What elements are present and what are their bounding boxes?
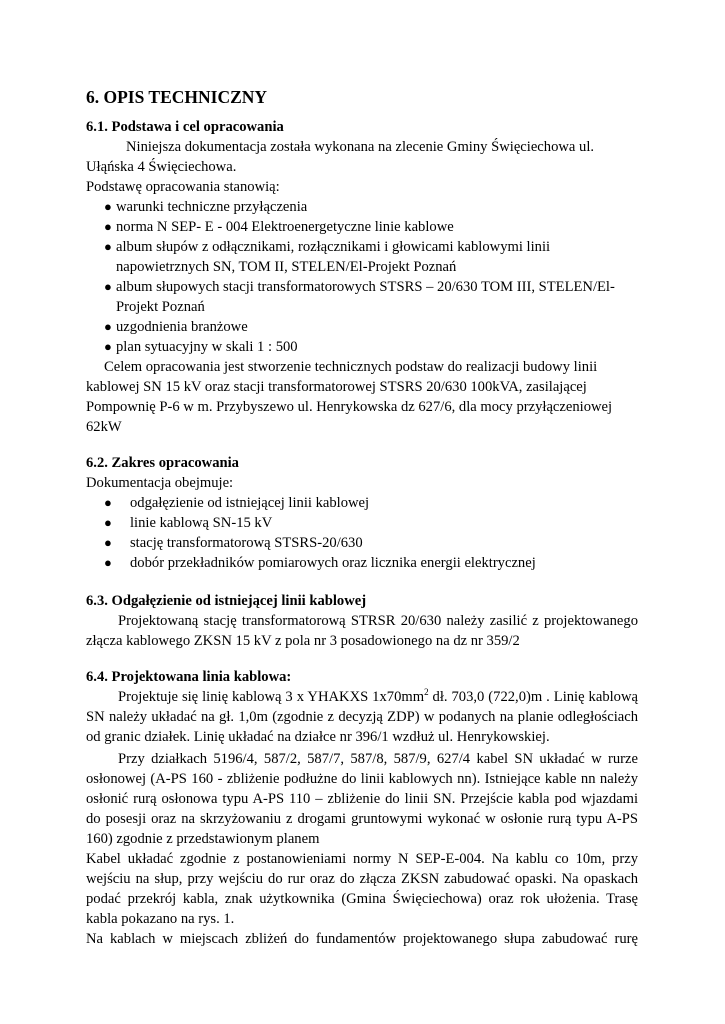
bullet-icon: ● [104, 495, 112, 510]
laying-line: Kabel układać zgodnie z postanowieniami normy N SEP-E-004. Na kablu co 10m, przy [86, 851, 638, 867]
purpose-line: Celem opracowania jest stworzenie technicznych podstaw do realizacji budowy linii [104, 359, 598, 375]
conduit-line: do posesji oraz na skrzyżowaniu z drogami gruntowymi wykonać w osłonie rurą typu A-PS [86, 811, 638, 827]
cable-line: Projektuje się linię kablową 3 x YHAKXS $1x70mm^2$ dł. 703,0 (722,0)m . Linię kablową [118, 687, 638, 705]
branch-line: złącza kablowego ZKSN 15 kV z pola nr 3 posadowionego na dz nr 359/2 [86, 633, 520, 649]
conduit-line: Przy działkach 5196/4, 587/2, 587/7, 587/8, 587/9, 627/4 kabel SN układać w rurze [118, 751, 638, 767]
bullet-icon: ● [104, 219, 112, 234]
bullet-icon: ● [104, 319, 112, 334]
bullet-icon: ● [104, 199, 112, 214]
scope-item: dobór przekładników pomiarowych oraz licznika energii elektrycznej [130, 555, 536, 571]
basis-item-cont: Projekt Poznań [116, 299, 205, 315]
purpose-line: Pompownię P-6 w m. Przybyszewo ul. Henrykowska dz 627/6, dla mocy przyłączeniowej [86, 399, 613, 415]
scope-item: linie kablową SN-15 kV [130, 515, 273, 531]
basis-item: uzgodnienia branżowe [116, 319, 248, 335]
foundation-line: Na kablach w miejscach zbliżeń do fundamentów projektowanego słupa zabudować rurę [86, 931, 638, 947]
bullet-icon: ● [104, 535, 112, 550]
cable-line: SN należy układać na gł. 1,0m (zgodnie z decyzją ZDP) w podanych na planie odległościach [86, 709, 638, 725]
conduit-line: osłonić rurą osłonowa typu A-PS 110 – zbliżenie do linii SN. Przejście kabla pod wjazdami [86, 791, 638, 807]
scope-intro: Dokumentacja obejmuje: [86, 475, 234, 491]
bullet-icon: ● [104, 239, 112, 254]
basis-item-cont: napowietrznych SN, TOM II, STELEN/El-Projekt Poznań [116, 259, 457, 275]
heading-6-1: 6.1. Podstawa i cel opracowania [86, 119, 284, 135]
cable-line: od granic działek. Linię układać na działce nr 396/1 wzdłuż ul. Henrykowskiej. [86, 729, 550, 745]
intro-line: Ułąńska 4 Święciechowa. [86, 159, 237, 175]
section-title: 6. OPIS TECHNICZNY [86, 87, 268, 107]
bullet-icon: ● [104, 339, 112, 354]
bullet-icon: ● [104, 279, 112, 294]
scope-item: stację transformatorową STSRS-20/630 [130, 535, 363, 551]
branch-line: Projektowaną stację transformatorową STRSR 20/630 należy zasilić z projektowanego [118, 613, 638, 629]
laying-line: kabla pokazano na rys. 1. [86, 911, 235, 927]
conduit-line: osłonowej (A-PS 160 - zbliżenie podłużne do linii kablowych nn). Istniejące kable nn należy [86, 771, 638, 787]
basis-item: album słupowych stacji transformatorowych STSRS – 20/630 TOM III, STELEN/El- [116, 279, 615, 295]
basis-label: Podstawę opracowania stanowią: [86, 179, 280, 195]
basis-item: norma N SEP- E - 004 Elektroenergetyczne linie kablowe [116, 219, 454, 235]
bullet-icon: ● [104, 515, 112, 530]
basis-item: warunki techniczne przyłączenia [116, 199, 308, 215]
purpose-line: kablowej SN 15 kV oraz stacji transformatorowej STSRS 20/630 100kVA, zasilającej [86, 379, 587, 395]
laying-line: podać przekrój kabla, znak użytkownika (Gmina Święciechowa) oraz rok ułożenia. Trasę [86, 891, 638, 907]
heading-6-3: 6.3. Odgałęzienie od istniejącej linii kablowej [86, 593, 367, 609]
heading-6-4: 6.4. Projektowana linia kablowa: [86, 669, 292, 685]
basis-item: album słupów z odłącznikami, rozłącznikami i głowicami kablowymi linii [116, 239, 551, 255]
laying-line: wejściu na słup, przy wejściu do rur oraz do złącza ZKSN zabudować opaski. Na opaskach [86, 871, 638, 887]
bullet-icon: ● [104, 555, 112, 570]
heading-6-2: 6.2. Zakres opracowania [86, 455, 239, 471]
purpose-line: 62kW [86, 419, 122, 435]
conduit-line: 160) zgodnie z przedstawionym planem [86, 831, 320, 847]
basis-item: plan sytuacyjny w skali 1 : 500 [116, 339, 298, 355]
scope-item: odgałęzienie od istniejącej linii kablowej [130, 495, 370, 511]
intro-line: Niniejsza dokumentacja została wykonana na zlecenie Gminy Święciechowa ul. [126, 139, 595, 155]
